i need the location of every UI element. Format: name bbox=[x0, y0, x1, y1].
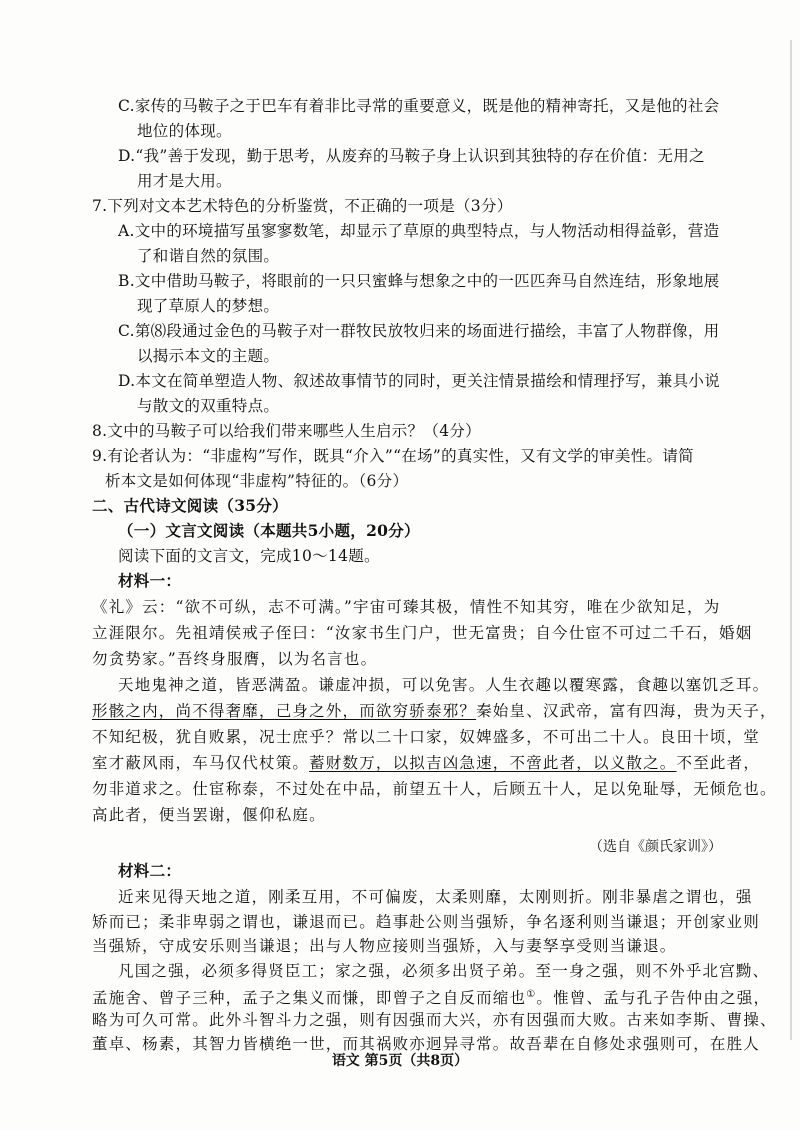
q7-option-d-line1: D.本文在简单塑造人物、叙述故事情节的同时，更关注情景描绘和情理抒写，兼具小说 bbox=[118, 372, 721, 390]
q7-option-b-line1: B.文中借助马鞍子，将眼前的一只只蜜蜂与想象之中的一匹匹奔马自然连结，形象地展 bbox=[118, 272, 720, 290]
material1-text: 秦始皇、汉武帝，富有四海，贵为天子， bbox=[476, 702, 777, 720]
section2-subtitle: （一）文言文阅读（本题共5小题，20分） bbox=[118, 521, 420, 540]
q7-option-d-line2: 与散文的双重特点。 bbox=[137, 397, 280, 415]
material1-text: 不至此者， bbox=[676, 754, 761, 772]
underlined-sentence: 形骸之内，尚不得奢靡，己身之外，而欲穷骄泰邪？ bbox=[92, 702, 477, 720]
material2-label: 材料二： bbox=[118, 861, 182, 880]
material2-line: 矫而已；柔非卑弱之谓也，谦退而已。趋事赴公则当强矫，争名逐利则当谦退；开创家业则 bbox=[92, 912, 761, 931]
material1-label: 材料一： bbox=[118, 571, 182, 590]
scan-edge bbox=[790, 40, 792, 1040]
material2-line bbox=[92, 985, 770, 1008]
material1-line: 不知纪极，犹自败累，况士庶乎？常以二十口家，奴婢盛多，不可出二十人。良田十顷，堂 bbox=[92, 728, 761, 746]
q7-option-b-line2: 现了草原人的梦想。 bbox=[137, 297, 280, 315]
section2-title: 二、古代诗文阅读（35分） bbox=[92, 496, 288, 515]
q7-option-c-line1: C.第⑻段通过金色的马鞍子对一群牧民放牧归来的场面进行描绘，丰富了人物群像，用 bbox=[118, 322, 720, 340]
material2-text: 孟施舍、曾子三种，孟子之集义而慊，即曾子之自反而缩也 bbox=[92, 989, 527, 1008]
source-citation: （选自《颜氏家训》） bbox=[589, 839, 722, 855]
page-footer: 语文 第5页（共8页） bbox=[331, 1053, 469, 1069]
q6-option-c-line2: 地位的体现。 bbox=[137, 122, 232, 140]
material1-line bbox=[92, 701, 777, 721]
material1-line: 勿贪势家。”吾终身服膺，以为名言也。 bbox=[92, 650, 378, 668]
q7-option-a-line1: A.文中的环境描写虽寥寥数笔，却显示了草原的典型特点，与人物活动相得益彰，营造 bbox=[118, 222, 720, 240]
material1-line: 天地鬼神之道，皆恶满盈。谦虚冲损，可以免害。人生衣趣以覆寒露，食趣以塞饥乏耳。 bbox=[118, 676, 770, 694]
material1-line: 《礼》云：“欲不可纵，志不可满。”宇宙可臻其极，情性不知其穷，唯在少欲知足，为 bbox=[92, 598, 721, 616]
section2-instruction: 阅读下面的文言文，完成10～14题。 bbox=[118, 547, 380, 565]
material2-line: 近来见得天地之道，刚柔互用，不可偏废，太柔则靡，太刚则折。刚非暴虐之谓也，强 bbox=[118, 888, 753, 906]
material2-line: 凡国之强，必须多得贤臣工；家之强，必须多出贤子弟。至一身之强，则不外乎北宫黝、 bbox=[118, 961, 770, 980]
material1-text: 室才蔽风雨，车马仅代杖策。 bbox=[92, 754, 310, 772]
q8-stem: 8.文中的马鞍子可以给我们带来哪些人生启示？（4分） bbox=[92, 422, 481, 440]
material2-text: 。惟曾、孟与孔子告仲由之强， bbox=[536, 989, 771, 1008]
material1-line bbox=[92, 753, 760, 773]
material2-line: 当强矫，守成安乐则当谦退；出与人物应接则当强矫，入与妻孥享受则当谦退。 bbox=[92, 937, 677, 955]
q7-option-c-line2: 以揭示本文的主题。 bbox=[137, 347, 280, 365]
q6-option-d-line2: 用才是大用。 bbox=[137, 172, 232, 190]
footnote-marker: ① bbox=[526, 989, 537, 1000]
q9-stem-line2: 析本文是如何体现“非虚构”特征的。（6分） bbox=[105, 472, 409, 490]
material2-line: 略为可久可常。此外斗智斗力之强，则有因强而大兴，亦有因强而大败。古来如李斯、曹操、 bbox=[92, 1010, 777, 1029]
underlined-sentence: 蓄财数万，以拟吉凶急速，不啻此者，以义散之。 bbox=[309, 754, 677, 772]
q9-stem-line1: 9.有论者认为：“非虚构”写作，既具“介入”“在场”的真实性，又有文学的审美性。请简 bbox=[92, 447, 694, 465]
material1-line: 高此者，便当罢谢，偃仰私庭。 bbox=[92, 806, 326, 824]
material2-line: 董卓、杨素，其智力皆横绝一世，而其祸败亦迥异寻常。故吾辈在自修处求强则可，在胜人 bbox=[92, 1035, 761, 1053]
q6-option-c-line1: C.家传的马鞍子之于巴车有着非比寻常的重要意义，既是他的精神寄托，又是他的社会 bbox=[118, 97, 720, 115]
q7-option-a-line2: 了和谐自然的氛围。 bbox=[137, 247, 280, 265]
q7-stem: 7.下列对文本艺术特色的分析鉴赏，不正确的一项是（3分） bbox=[92, 197, 513, 215]
q6-option-d-line1: D.“我”善于发现，勤于思考，从废弃的马鞍子身上认识到其独特的存在价值：无用之 bbox=[118, 147, 705, 165]
material1-line: 立涯限尔。先祖靖侯戒子侄曰：“汝家书生门户，世无富贵；自今仕宦不可过二千石，婚姻 bbox=[92, 624, 753, 642]
material1-line: 勿非道求之。仕宦称泰，不过处在中品，前望五十人，后顾五十人，足以免耻辱，无倾危也。 bbox=[92, 780, 777, 798]
